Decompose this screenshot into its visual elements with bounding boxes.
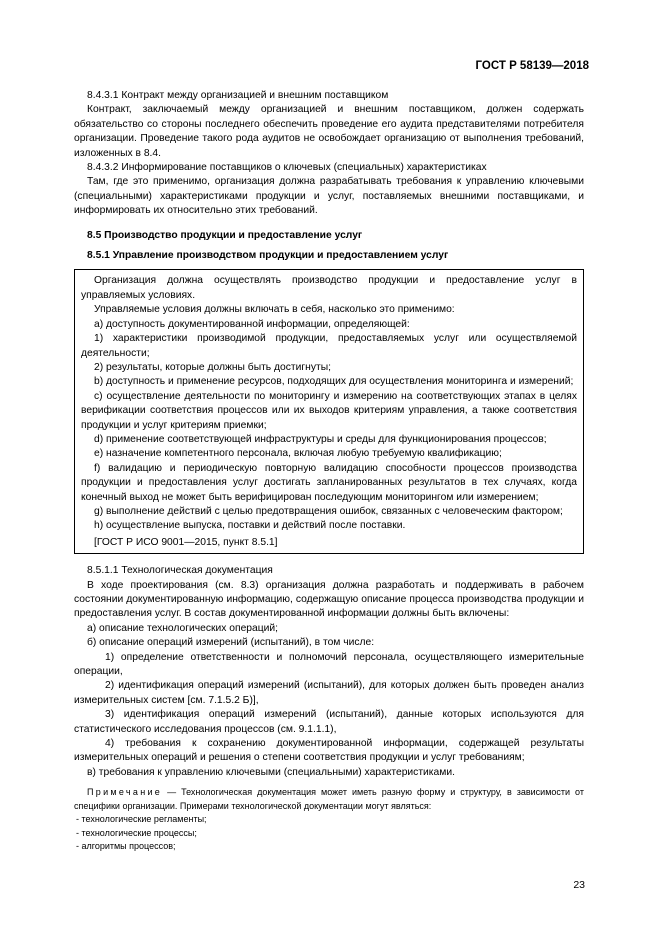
clause-8-5-1-1-title: 8.5.1.1 Технологическая документация xyxy=(87,565,273,577)
note-list-item: - алгоритмы процессов; xyxy=(76,841,176,852)
box-line: 1) характеристики производимой продукции, предоставляемых услуг или осуществляемой деятельности; xyxy=(81,333,577,359)
note-label: Примечание xyxy=(87,787,163,798)
list-item-b1: 1) определение ответственности и полномочий персонала, осуществляющего измерительные операции, xyxy=(74,651,584,678)
box-line: h) осуществление выпуска, поставки и действий после поставки. xyxy=(94,520,406,532)
section-8-5-heading: 8.5 Производство продукции и предоставление услуг xyxy=(87,229,363,241)
box-reference: [ГОСТ Р ИСО 9001—2015, пункт 8.5.1] xyxy=(94,536,278,548)
box-line: f) валидацию и периодическую повторную валидацию способности процессов производства продукции и предоставления услуг достигать запланированных результатов в тех случаях, когда конечный выход не может быть верифицирован последующим мониторингом или измерением; xyxy=(81,462,577,503)
box-line: a) доступность документированной информации, определяющей: xyxy=(94,318,410,330)
list-item-v: в) требования к управлению ключевыми (специальными) характеристиками. xyxy=(87,766,455,778)
box-line: d) применение соответствующей инфраструктуры и среды для функционирования процессов; xyxy=(94,433,547,445)
clause-8-4-3-2-title: 8.4.3.2 Информирование поставщиков о ключевых (специальных) характеристиках xyxy=(87,162,487,174)
clause-8-4-3-2-text: Там, где это применимо, организация должна разрабатывать требования к управлению ключевыми (специальными) характеристиками продукции и услуг, поставляемых внешними поставщиками, и информировать их относительно этих требований. xyxy=(74,176,584,217)
box-line: Управляемые условия должны включать в себя, насколько это применимо: xyxy=(94,304,455,316)
list-item-b: б) описание операций измерений (испытаний), в том числе: xyxy=(87,637,375,649)
list-item-b4: 4) требования к сохранению документированной информации, содержащей результаты измерительных операций и решения о степени соответствия продукции и услуг требованиям; xyxy=(74,738,584,764)
clause-8-5-1-1-text: В ходе проектирования (см. 8.3) организация должна разработать и поддерживать в рабочем состоянии документированную информацию, содержащую описание процесса производства продукции и предоставления услуг. В состав документированной информации должны быть включены: xyxy=(74,579,584,620)
section-8-5-1-heading: 8.5.1 Управление производством продукции и предоставлением услуг xyxy=(87,250,449,262)
note-text: — Технологическая документация может иметь разную форму и структуру, в зависимости от специфики организации. Примерами технологической документации могут являться: xyxy=(74,787,584,811)
box-line: c) осуществление деятельности по мониторингу и измерению на соответствующих этапах в целях верификации соответствия процессов или их выходов критериям управления, а также соответствия продукции и услуг критериям приемки; xyxy=(81,390,577,431)
list-item-b2: 2) идентификация операций измерений (испытаний), для которых должен быть проведен анализ измерительных систем [см. 7.1.5.2 Б)], xyxy=(74,680,584,706)
box-line: e) назначение компетентного персонала, включая любую требуемую квалификацию; xyxy=(94,448,502,460)
clause-8-4-3-1-text: Контракт, заключаемый между организацией и внешним поставщиком, должен содержать обязательство со стороны последнего обеспечить проведение его аудита представителями потребителя организации. Проведение такого рода аудитов не освобождает организацию от выполнения требований, изложенных в 8.4. xyxy=(74,104,584,159)
note-list-item: - технологические регламенты; xyxy=(76,814,207,825)
page-content xyxy=(74,89,584,854)
note-paragraph xyxy=(74,786,584,813)
clause-8-4-3-1-title: 8.4.3.1 Контракт между организацией и внешним поставщиком xyxy=(87,90,389,101)
list-item-a: а) описание технологических операций; xyxy=(87,622,279,634)
box-line: 2) результаты, которые должны быть достигнуты; xyxy=(94,361,331,373)
iso-quote-box xyxy=(74,269,584,554)
list-item-b3: 3) идентификация операций измерений (испытаний), данные которых используются для статистического исследования процессов (см. 9.1.1.1), xyxy=(74,709,584,735)
box-line: b) доступность и применение ресурсов, подходящих для осуществления мониторинга и измерений; xyxy=(94,376,574,388)
box-line: g) выполнение действий с целью предотвращения ошибок, связанных с человеческим фактором; xyxy=(94,505,563,517)
note-list-item: - технологические процессы; xyxy=(76,827,197,838)
page-number: 23 xyxy=(573,879,585,891)
document-id-header: ГОСТ Р 58139—2018 xyxy=(475,60,589,72)
box-line: Организация должна осуществлять производство продукции и предоставление услуг в управляемых условиях. xyxy=(81,275,577,301)
